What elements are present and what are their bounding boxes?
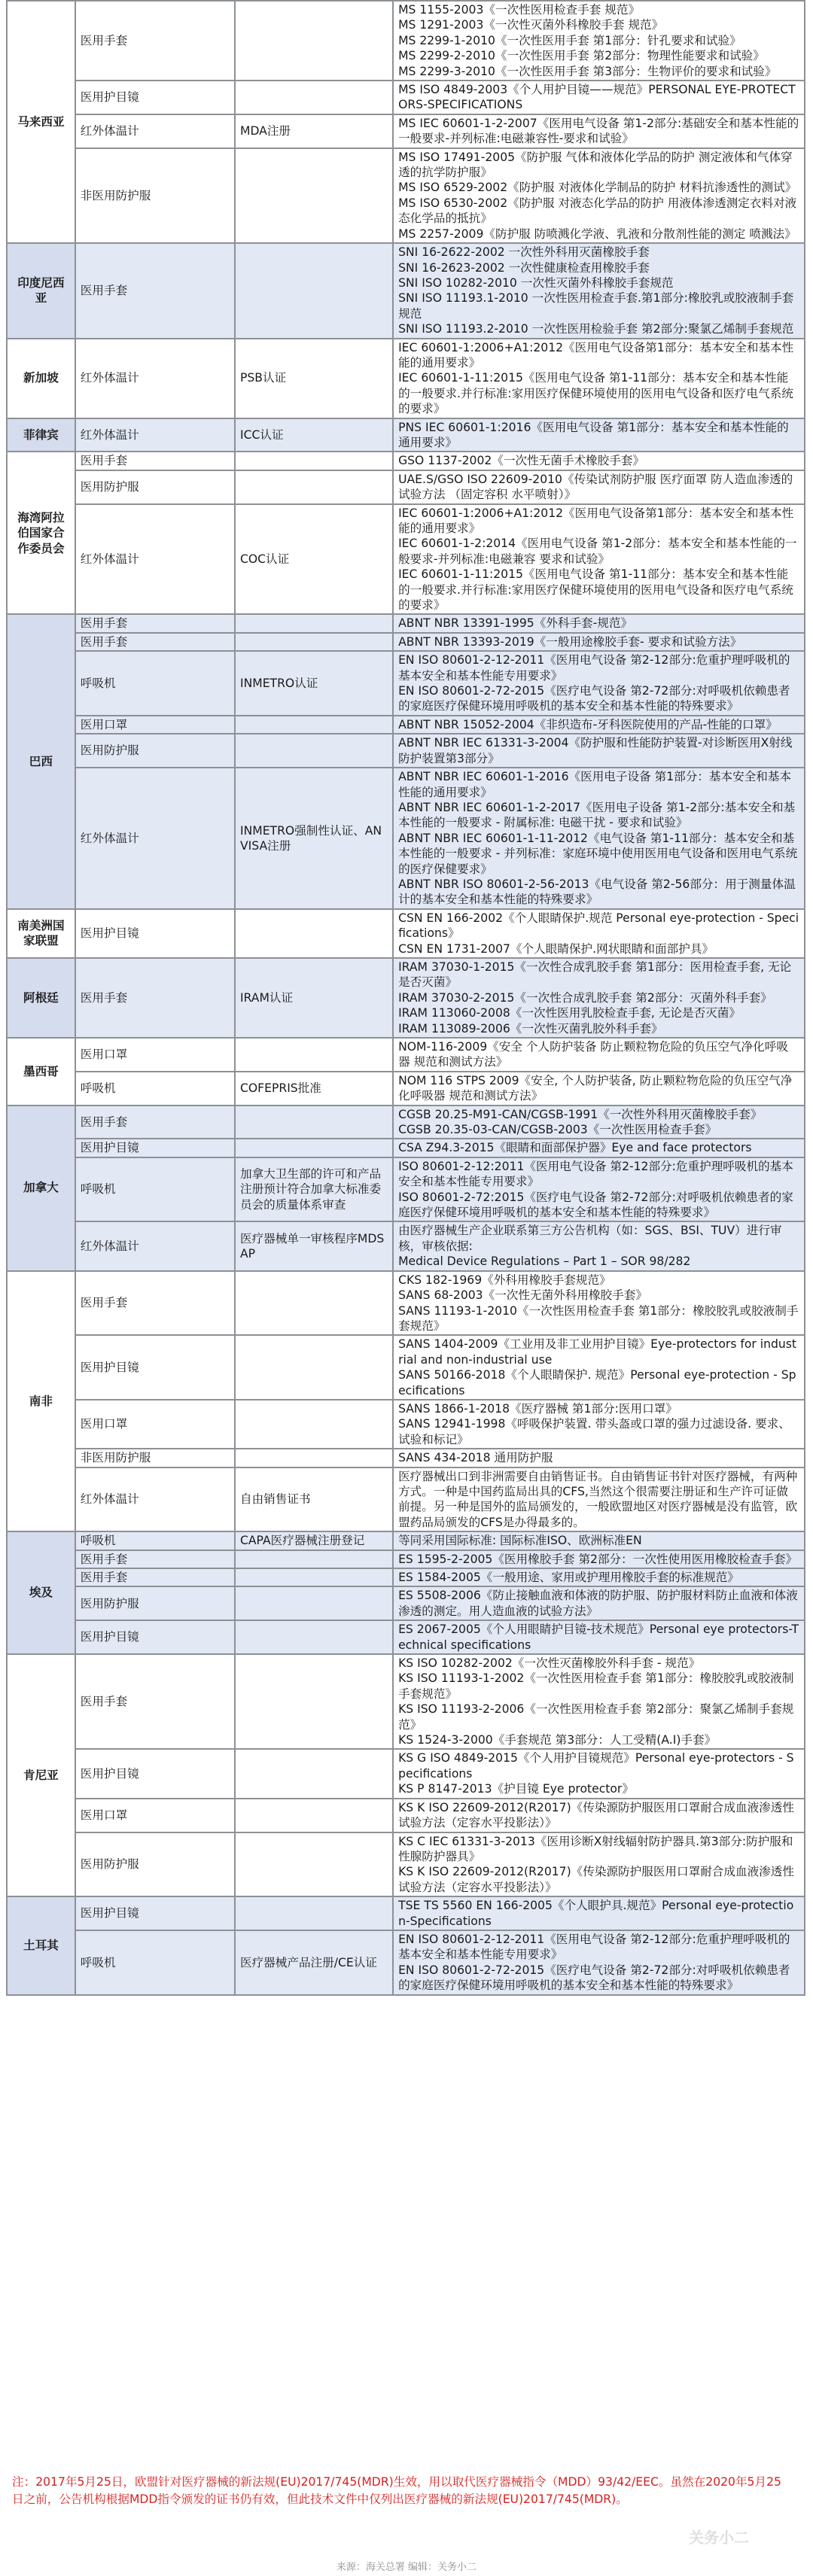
- product-cell: 呼吸机: [75, 1531, 235, 1550]
- standard-item: MS 2299-2-2010《一次性医用手套 第2部分：物理性能要求和试验》: [398, 49, 765, 63]
- table-row: [7, 1139, 805, 1157]
- standard-item: ABNT NBR IEC 60601-1-2016《医用电子设备 第1部分：基本安全和基本性能的通用要求》: [398, 770, 792, 799]
- certification-cell: [235, 452, 393, 470]
- standard-item: SNI 16-2623-2002 一次性健康检查用橡胶手套: [398, 260, 650, 275]
- table-row: [7, 81, 805, 114]
- country-cell: 新加坡: [7, 339, 75, 418]
- certification-cell: [235, 1896, 393, 1930]
- standard-item: SNI ISO 11193.2-2010 一次性医用检验手套 第2部分:聚氯乙烯制手套规范: [398, 322, 794, 336]
- product-cell: 红外体温计: [75, 339, 235, 418]
- country-cell: 海湾阿拉伯国家合作委员会: [7, 452, 75, 614]
- country-cell: 阿根廷: [7, 958, 75, 1038]
- standards-cell: [393, 148, 805, 243]
- product-cell: 医用手套: [75, 1550, 235, 1568]
- product-cell: 非医用防护服: [75, 1449, 235, 1467]
- country-cell: 墨西哥: [7, 1038, 75, 1106]
- standard-item: SANS 50166-2018《个人眼睛保护. 规范》Personal eye-protection - Specifications: [398, 1368, 796, 1397]
- standards-cell: [393, 651, 805, 716]
- standards-cell: [393, 1749, 805, 1798]
- table-row: [7, 1568, 805, 1586]
- certification-cell: [235, 81, 393, 114]
- standard-item: KS K ISO 22609-2012(R2017)《传染源防护服医用口罩耐合成血液渗透性试验方法（定容水平投影法）》: [398, 1865, 794, 1894]
- standard-item: MS ISO 17491-2005《防护服 气体和液体化学品的防护 测定液体和气体穿透的抗学防护服》: [398, 150, 793, 180]
- product-cell: 红外体温计: [75, 114, 235, 148]
- standards-cell: [393, 504, 805, 615]
- product-cell: 红外体温计: [75, 418, 235, 452]
- country-cell: 加拿大: [7, 1106, 75, 1271]
- certification-cell: [235, 633, 393, 651]
- product-cell: 红外体温计: [75, 1467, 235, 1532]
- table-row: [7, 734, 805, 768]
- table-row: [7, 1106, 805, 1139]
- product-cell: 医用手套: [75, 452, 235, 470]
- certification-cell: [235, 1550, 393, 1568]
- certification-cell: [235, 1568, 393, 1586]
- standard-item: IRAM 37030-1-2015《一次性合成乳胶手套 第1部分：医用检查手套, 无论是否灭菌》: [398, 960, 792, 990]
- standards-cell: [393, 716, 805, 734]
- regulation-table: [6, 0, 805, 1996]
- standard-item: EN ISO 80601-2-72-2015《医疗电气设备 第2-72部分:对呼吸机依赖患者的家庭医疗保健环境用呼吸机的基本安全和基本性能的特殊要求》: [398, 1963, 790, 1993]
- standards-cell: [393, 958, 805, 1038]
- country-cell: 土耳其: [7, 1896, 75, 1994]
- certification-cell: [235, 1799, 393, 1832]
- standard-item: MS ISO 6530-2002《防护服 对液态化学品的防护 用液体渗透测定衣料对液态化学品的抵抗》: [398, 196, 797, 226]
- standards-cell: [393, 1930, 805, 1995]
- product-cell: 医用护目镜: [75, 1139, 235, 1157]
- product-cell: 呼吸机: [75, 651, 235, 716]
- table-row: [7, 958, 805, 1038]
- standard-item: Medical Device Regulations – Part 1 – SOR 98/282: [398, 1255, 691, 1269]
- product-cell: 医用手套: [75, 243, 235, 338]
- certification-cell: [235, 1586, 393, 1620]
- product-cell: 医用护目镜: [75, 81, 235, 114]
- standard-item: ISO 80601-2-12:2011《医用电气设备 第2-12部分:危重护理呼吸机的基本安全和基本性能专用要求》: [398, 1159, 793, 1189]
- standard-item: ABNT NBR IEC 61331-3-2004《防护服和性能防护装置-对诊断医用X射线防护装置第3部分》: [398, 736, 793, 765]
- certification-cell: [235, 1106, 393, 1139]
- standard-item: CSA Z94.3-2015《眼睛和面部保护器》Eye and face protectors: [398, 1141, 752, 1155]
- certification-cell: 加拿大卫生部的许可和产品注册预计符合加拿大标准委员会的质量体系审查: [235, 1157, 393, 1222]
- standard-item: NOM 116 STPS 2009《安全, 个人防护装备, 防止颗粒物危险的负压空气净化呼吸器 规范和测试方法》: [398, 1073, 793, 1103]
- product-cell: 医用防护服: [75, 1586, 235, 1620]
- certification-cell: [235, 148, 393, 243]
- certification-cell: [235, 1139, 393, 1157]
- certification-cell: [235, 1620, 393, 1654]
- standards-cell: [393, 452, 805, 470]
- standard-item: EN ISO 80601-2-12-2011《医用电气设备 第2-12部分:危重护理呼吸机的基本安全和基本性能专用要求》: [398, 653, 790, 683]
- product-cell: 医用手套: [75, 614, 235, 632]
- table-row: [7, 1930, 805, 1995]
- standards-cell: [393, 1335, 805, 1400]
- country-cell: 南美洲国家联盟: [7, 909, 75, 958]
- certification-cell: 自由销售证书: [235, 1467, 393, 1532]
- standard-item: ISO 80601-2-72:2015《医疗电气设备 第2-72部分:对呼吸机依赖患者的家庭医疗保健环境用呼吸机的基本安全和基本性能的特殊要求》: [398, 1190, 793, 1220]
- country-cell: 巴西: [7, 614, 75, 908]
- product-cell: 医用手套: [75, 958, 235, 1038]
- standard-item: KS P 8147-2013《护目镜 Eye protector》: [398, 1782, 634, 1796]
- standard-item: CSN EN 1731-2007《个人眼睛保护.网状眼睛和面部护具》: [398, 941, 714, 956]
- certification-cell: 医疗器械单一审核程序MDSAP: [235, 1221, 393, 1270]
- standards-cell: [393, 1896, 805, 1930]
- standard-item: SNI 16-2622-2002 一次性外科用灭菌橡胶手套: [398, 245, 650, 260]
- certification-cell: [235, 1400, 393, 1449]
- standard-item: ABNT NBR 15052-2004《非织造布-牙科医院使用的产品-性能的口罩》: [398, 717, 778, 731]
- product-cell: 医用口罩: [75, 1799, 235, 1832]
- product-cell: 医用护目镜: [75, 1749, 235, 1798]
- table-row: [7, 651, 805, 716]
- certification-cell: [235, 1449, 393, 1467]
- standard-item: KS K ISO 22609-2012(R2017)《传染源防护服医用口罩耐合成血液渗透性试验方法（定容水平投影法）》: [398, 1800, 794, 1830]
- certification-cell: [235, 1749, 393, 1798]
- product-cell: 呼吸机: [75, 1157, 235, 1222]
- certification-cell: 医疗器械产品注册/CE认证: [235, 1930, 393, 1995]
- standards-cell: [393, 418, 805, 452]
- table-row: [7, 148, 805, 243]
- table-row: [7, 1799, 805, 1832]
- standard-item: CGSB 20.25-M91-CAN/CGSB-1991《一次性外科用灭菌橡胶手套》: [398, 1107, 763, 1121]
- country-cell: 马来西亚: [7, 1, 75, 243]
- table-row: [7, 1467, 805, 1532]
- standards-cell: [393, 1072, 805, 1106]
- product-cell: 医用手套: [75, 1, 235, 81]
- product-cell: 医用口罩: [75, 1038, 235, 1072]
- country-cell: 埃及: [7, 1531, 75, 1654]
- standards-cell: [393, 734, 805, 768]
- product-cell: 医用手套: [75, 1654, 235, 1749]
- standards-cell: [393, 1799, 805, 1832]
- standards-cell: [393, 81, 805, 114]
- product-cell: 医用手套: [75, 1568, 235, 1586]
- table-row: [7, 633, 805, 651]
- table-row: [7, 1654, 805, 1749]
- certification-cell: [235, 1832, 393, 1897]
- certification-cell: IRAM认证: [235, 958, 393, 1038]
- product-cell: 医用手套: [75, 1271, 235, 1336]
- standard-item: IRAM 113089-2006《一次性灭菌乳胶外科手套》: [398, 1021, 663, 1036]
- table-row: [7, 1531, 805, 1550]
- standard-item: KS ISO 11193-2-2006《一次性医用检查手套 第2部分：聚氯乙烯制手套规范》: [398, 1702, 794, 1732]
- standards-cell: [393, 1139, 805, 1157]
- standards-cell: [393, 114, 805, 148]
- certification-cell: MDA注册: [235, 114, 393, 148]
- regulation-table-body: [7, 1, 805, 1995]
- standards-cell: [393, 1400, 805, 1449]
- standard-item: ABNT NBR 13393-2019《一般用途橡胶手套- 要求和试验方法》: [398, 634, 742, 649]
- standard-item: CKS 182-1969《外科用橡胶手套规范》: [398, 1273, 611, 1287]
- standards-cell: [393, 470, 805, 504]
- standard-item: KS ISO 11193-1-2002《一次性医用检查手套 第1部分：橡胶胶乳或胶液制手套规范》: [398, 1671, 794, 1701]
- standard-item: KS ISO 10282-2002《一次性灭菌橡胶外科手套 - 规范》: [398, 1656, 701, 1671]
- standard-item: UAE.S/GSO ISO 22609-2010《传染试剂防护服 医疗面罩 防人造血渗透的试验方法 （固定容积 水平喷射）》: [398, 472, 793, 502]
- standard-item: MS 2299-1-2010《一次性医用手套 第1部分：针孔要求和试验》: [398, 33, 741, 47]
- certification-cell: COFEPRIS批准: [235, 1072, 393, 1106]
- watermark-text: 关务小二: [689, 2529, 749, 2547]
- source-line: 来源：海关总署 编辑：关务小二: [336, 2562, 477, 2573]
- standards-cell: [393, 1550, 805, 1568]
- country-cell: 菲律宾: [7, 418, 75, 452]
- table-row: [7, 1749, 805, 1798]
- standard-item: MS ISO 4849-2003《个人用护目镜——规范》PERSONAL EYE-PROTECTORS-SPECIFICATIONS: [398, 83, 796, 112]
- standard-item: PNS IEC 60601-1:2016《医用电气设备 第1部分：基本安全和基本性能的通用要求》: [398, 420, 789, 449]
- standard-item: 由医疗器械生产企业联系第三方公告机构（如：SGS、BSI、TUV）进行审核，审核依据:: [398, 1224, 782, 1253]
- table-row: [7, 418, 805, 452]
- country-cell: 印度尼西亚: [7, 243, 75, 338]
- table-row: [7, 768, 805, 909]
- table-row: [7, 1400, 805, 1449]
- table-row: [7, 1832, 805, 1897]
- standard-item: ABNT NBR IEC 60601-1-11-2012《电气设备 第1-11部分：基本安全和基本性能的一般要求 - 并列标准：家庭环境中使用医用电气设备和医用电气系统的医疗保健要求》: [398, 831, 798, 876]
- standard-item: NOM-116-2009《安全 个人防护装备 防止颗粒物危险的负压空气净化呼吸器 规范和测试方法》: [398, 1040, 788, 1069]
- standards-cell: [393, 909, 805, 958]
- table-row: [7, 1896, 805, 1930]
- certification-cell: COC认证: [235, 504, 393, 615]
- table-row: [7, 1, 805, 81]
- table-row: [7, 1586, 805, 1620]
- certification-cell: INMETRO认证: [235, 651, 393, 716]
- table-row: [7, 909, 805, 958]
- standards-cell: [393, 1832, 805, 1897]
- product-cell: 医用防护服: [75, 470, 235, 504]
- standard-item: TSE TS 5560 EN 166-2005《个人眼护具.规范》Personal eye-protection-Specifications: [398, 1899, 794, 1928]
- standards-cell: [393, 1620, 805, 1654]
- standards-cell: [393, 1654, 805, 1749]
- country-cell: 肯尼亚: [7, 1654, 75, 1896]
- table-row: [7, 1221, 805, 1270]
- standard-item: CSN EN 166-2002《个人眼睛保护.规范 Personal eye-protection - Specifications》: [398, 911, 799, 941]
- standard-item: KS G ISO 4849-2015《个人用护目镜规范》Personal eye-protectors - Specifications: [398, 1751, 794, 1781]
- standard-item: 医疗器械出口到非洲需要自由销售证书。自由销售证书针对医疗器械，有两种方式。一种是中国药监局出具的CFS,当然这个很需要注册证和生产许可证做前提。另一种是国外的监局颁发的，一般欧盟地区对医疗器械是没有监管，欧盟药品局颁发的CFS是办得最多的。: [398, 1469, 798, 1529]
- certification-cell: [235, 734, 393, 768]
- standards-cell: [393, 614, 805, 632]
- product-cell: 医用护目镜: [75, 1620, 235, 1654]
- standards-cell: [393, 633, 805, 651]
- table-row: [7, 1335, 805, 1400]
- standard-item: ES 1595-2-2005《医用橡胶手套 第2部分：一次性使用医用橡胶检查手套》: [398, 1552, 798, 1566]
- product-cell: 医用防护服: [75, 1832, 235, 1897]
- certification-cell: [235, 1038, 393, 1072]
- standard-item: SANS 1866-1-2018《医疗器械 第1部分:医用口罩》: [398, 1401, 678, 1416]
- standard-item: ES 1584-2005《一般用途、家用或护理用橡胶手套的标准规范》: [398, 1571, 739, 1584]
- standards-cell: [393, 1449, 805, 1467]
- standard-item: IEC 60601-1:2006+A1:2012《医用电气设备第1部分：基本安全和基本性能的通用要求》: [398, 340, 794, 370]
- product-cell: 医用口罩: [75, 716, 235, 734]
- standard-item: CGSB 20.35-03-CAN/CGSB-2003《一次性医用检查手套》: [398, 1123, 717, 1137]
- standard-item: SANS 11193-1-2010《一次性医用检查手套 第1部分：橡胶胶乳或胶液制手套规范》: [398, 1303, 799, 1333]
- table-row: [7, 1038, 805, 1072]
- certification-cell: [235, 470, 393, 504]
- certification-cell: [235, 1271, 393, 1336]
- footnote: 注：2017年5月25日，欧盟针对医疗器械的新法规(EU)2017/745(MDR)生效，用以取代医疗器械指令（MDD）93/42/EEC。虽然在2020年5月25日之前，公告机构根据MDD指令颁发的证书仍有效，但此技术文件中仅列出医疗器械的新法规(EU)2017/745(MDR)。: [12, 2475, 781, 2506]
- table-row: [7, 114, 805, 148]
- standard-item: SANS 68-2003《一次性无菌外科用橡胶手套》: [398, 1288, 647, 1303]
- table-row: [7, 339, 805, 418]
- product-cell: 红外体温计: [75, 504, 235, 615]
- standards-cell: [393, 1221, 805, 1270]
- product-cell: 红外体温计: [75, 768, 235, 909]
- standards-cell: [393, 1, 805, 81]
- standard-item: KS 1524-3-2000《手套规范 第3部分：人工受精(A.I)手套》: [398, 1733, 717, 1747]
- standard-item: IEC 60601-1-2:2014《医用电气设备 第1-2部分：基本安全和基本性能的一般要求-并列标准:电磁兼容 要求和试验》: [398, 537, 797, 566]
- product-cell: 医用手套: [75, 633, 235, 651]
- table-row: [7, 614, 805, 632]
- product-cell: 非医用防护服: [75, 148, 235, 243]
- standards-cell: [393, 1568, 805, 1586]
- table-row: [7, 1550, 805, 1568]
- certification-cell: PSB认证: [235, 339, 393, 418]
- table-row: [7, 1620, 805, 1654]
- standard-item: IRAM 37030-2-2015《一次性合成乳胶手套 第2部分：灭菌外科手套》: [398, 990, 772, 1005]
- standards-cell: [393, 1038, 805, 1072]
- table-row: [7, 1157, 805, 1222]
- table-row: [7, 243, 805, 338]
- standards-cell: [393, 1106, 805, 1139]
- standard-item: EN ISO 80601-2-12-2011《医用电气设备 第2-12部分:危重护理呼吸机的基本安全和基本性能专用要求》: [398, 1932, 790, 1962]
- standard-item: IEC 60601-1-11:2015《医用电气设备 第1-11部分：基本安全和基本性能的一般要求.并行标准:家用医疗保健环境使用的医用电气设备和医疗电气系统的要求》: [398, 371, 793, 416]
- table-row: [7, 504, 805, 615]
- standard-item: SNI ISO 10282-2010 一次性灭菌外科橡胶手套规范: [398, 275, 674, 290]
- standard-item: ABNT NBR 13391-1995《外科手套-规范》: [398, 616, 633, 631]
- standard-item: SANS 1404-2009《工业用及非工业用护目镜》Eye-protectors for industrial and non-industrial use: [398, 1337, 797, 1367]
- table-row: [7, 1072, 805, 1106]
- product-cell: 呼吸机: [75, 1930, 235, 1995]
- standard-item: MS 2299-3-2010《一次性医用手套 第3部分：生物评价的要求和试验》: [398, 64, 777, 78]
- certification-cell: [235, 1654, 393, 1749]
- product-cell: 医用护目镜: [75, 1335, 235, 1400]
- standard-item: MS 1291-2003《一次性灭菌外科橡胶手套 规范》: [398, 18, 664, 32]
- standard-item: MS IEC 60601-1-2-2007《医用电气设备 第1-2部分:基础安全和基本性能的一般要求-并列标准:电磁兼容性-要求和试验》: [398, 116, 799, 146]
- product-cell: 医用口罩: [75, 1400, 235, 1449]
- country-cell: 南非: [7, 1271, 75, 1532]
- certification-cell: [235, 1335, 393, 1400]
- standard-item: MS ISO 6529-2002《防护服 对液体化学制品的防护 材料抗渗透性的测试》: [398, 181, 797, 195]
- standard-item: KS C IEC 61331-3-2013《医用诊断X射线辐射防护器具.第3部分:防护服和性腺防护器具》: [398, 1834, 793, 1863]
- product-cell: 医用防护服: [75, 734, 235, 768]
- certification-cell: [235, 243, 393, 338]
- certification-cell: INMETRO强制性认证、ANVISA注册: [235, 768, 393, 909]
- product-cell: 红外体温计: [75, 1221, 235, 1270]
- standards-cell: [393, 1531, 805, 1550]
- table-row: [7, 1449, 805, 1467]
- standards-cell: [393, 1271, 805, 1336]
- certification-cell: ICC认证: [235, 418, 393, 452]
- standards-cell: [393, 1586, 805, 1620]
- standard-item: IEC 60601-1:2006+A1:2012《医用电气设备第1部分：基本安全和基本性能的通用要求》: [398, 506, 794, 535]
- product-cell: 医用手套: [75, 1106, 235, 1139]
- table-row: [7, 452, 805, 470]
- product-cell: 医用护目镜: [75, 1896, 235, 1930]
- standard-item: MS 2257-2009《防护服 防喷溅化学液、乳液和分散剂性能的测定 喷溅法》: [398, 227, 796, 241]
- standard-item: IRAM 113060-2008《一次性医用乳胶检查手套, 无论是否灭菌》: [398, 1006, 741, 1020]
- standard-item: SANS 434-2018 通用防护服: [398, 1451, 553, 1465]
- table-row: [7, 470, 805, 504]
- standard-item: SNI ISO 11193.1-2010 一次性医用检查手套.第1部分:橡胶乳或胶液制手套规范: [398, 291, 794, 321]
- certification-cell: [235, 1, 393, 81]
- standard-item: ES 5508-2006《防止接触血液和体液的防护服、防护服材料防止血液和体液渗透的测定。用人造血液的试验方法》: [398, 1589, 798, 1618]
- certification-cell: [235, 716, 393, 734]
- standard-item: MS 1155-2003《一次性医用检查手套 规范》: [398, 3, 641, 17]
- standard-item: ABNT NBR IEC 60601-1-2-2017《医用电子设备 第1-2部分:基本安全和基本性能的一般要求 - 附属标准: 电磁干扰 - 要求和试验》: [398, 800, 796, 830]
- table-row: [7, 716, 805, 734]
- certification-cell: CAPA医疗器械注册登记: [235, 1531, 393, 1550]
- standard-item: GSO 1137-2002《一次性无菌手术橡胶手套》: [398, 454, 645, 468]
- standards-cell: [393, 339, 805, 418]
- standard-item: IEC 60601-1-11:2015《医用电气设备 第1-11部分：基本安全和基本性能的一般要求.并行标准:家用医疗保健环境使用的医用电气设备和医疗电气系统的要求》: [398, 567, 793, 613]
- standards-cell: [393, 768, 805, 909]
- standards-cell: [393, 243, 805, 338]
- certification-cell: [235, 909, 393, 958]
- standard-item: SANS 12941-1998《呼吸保护装置. 带头盔或口罩的强力过滤设备. 要求、试验和标记》: [398, 1417, 790, 1446]
- product-cell: 医用护目镜: [75, 909, 235, 958]
- certification-cell: [235, 614, 393, 632]
- standard-item: EN ISO 80601-2-72-2015《医疗电气设备 第2-72部分:对呼吸机依赖患者的家庭医疗保健环境用呼吸机的基本安全和基本性能的特殊要求》: [398, 684, 790, 713]
- standard-item: ABNT NBR ISO 80601-2-56-2013《电气设备 第2-56部分：用于测量体温计的基本安全和基本性能的特殊要求》: [398, 877, 796, 907]
- standard-item: ES 2067-2005《个人用眼睛护目镜-技术规范》Personal eye protectors-Technical specifications: [398, 1623, 799, 1652]
- table-row: [7, 1271, 805, 1336]
- standards-cell: [393, 1157, 805, 1222]
- standard-item: 等同采用国际标准: 国际标准ISO、欧洲标准EN: [398, 1534, 642, 1548]
- product-cell: 呼吸机: [75, 1072, 235, 1106]
- standards-cell: [393, 1467, 805, 1532]
